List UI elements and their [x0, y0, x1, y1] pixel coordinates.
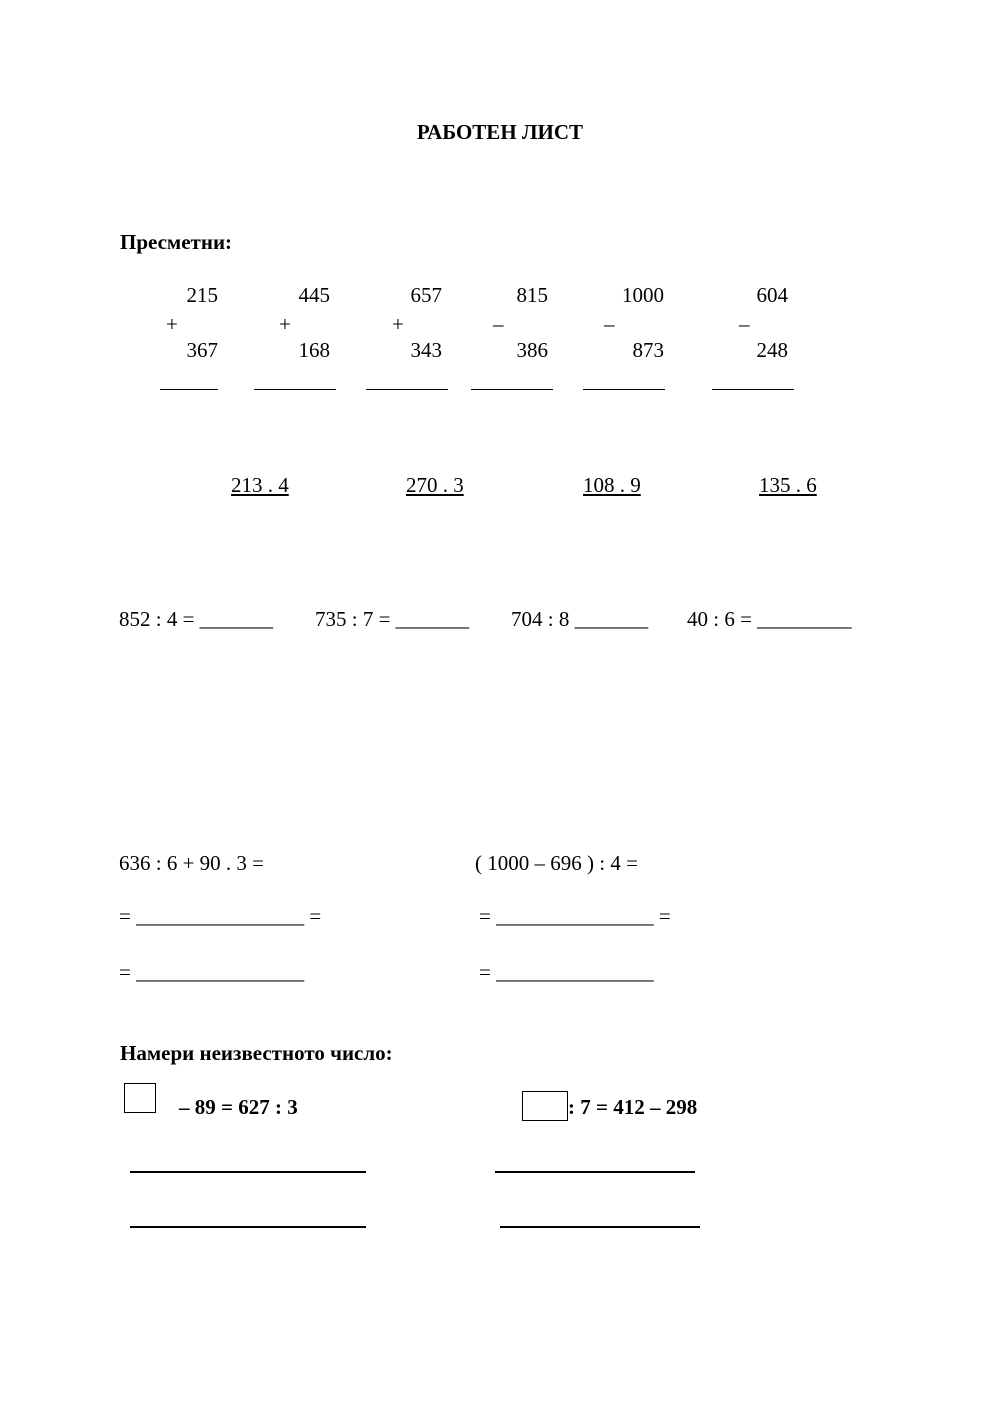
- multiplication-item: 213 . 4: [231, 473, 289, 497]
- answer-line: [254, 389, 336, 390]
- column-bottom-number: 386: [516, 338, 548, 362]
- column-top-number: 604: [756, 283, 788, 307]
- column-top-number: 215: [186, 283, 218, 307]
- section-heading-calculate: Пресметни:: [120, 230, 233, 254]
- page-title: РАБОТЕН ЛИСТ: [416, 120, 584, 144]
- answer-line: [583, 389, 665, 390]
- division-item: 704 : 8 _______: [511, 607, 649, 631]
- column-top-number: 445: [298, 283, 330, 307]
- column-bottom-number: 168: [298, 338, 330, 362]
- column-top-number: 1000: [622, 283, 664, 307]
- section-heading-find-unknown: Намери неизвестното число:: [120, 1041, 393, 1065]
- answer-line: [471, 389, 553, 390]
- equation-text: : 7 = 412 – 298: [568, 1095, 698, 1119]
- column-top-number: 815: [516, 283, 548, 307]
- column-top-number: 657: [410, 283, 442, 307]
- column-operator: –: [739, 312, 750, 336]
- column-operator: +: [279, 312, 291, 336]
- expression-step: = ________________: [119, 960, 305, 984]
- multiplication-item: 270 . 3: [406, 473, 464, 497]
- answer-line: [712, 389, 794, 390]
- expression-step: = _______________ =: [479, 904, 671, 928]
- answer-line: [495, 1171, 695, 1173]
- column-operator: +: [166, 312, 178, 336]
- expression-text: 636 : 6 + 90 . 3 =: [119, 851, 265, 875]
- answer-line: [130, 1226, 366, 1228]
- multiplication-item: 135 . 6: [759, 473, 817, 497]
- answer-line: [500, 1226, 700, 1228]
- division-item: 852 : 4 = _______: [119, 607, 274, 631]
- expression-step: = _______________: [479, 960, 654, 984]
- answer-line: [366, 389, 448, 390]
- unknown-box: [124, 1083, 156, 1113]
- column-bottom-number: 873: [632, 338, 664, 362]
- column-operator: +: [392, 312, 404, 336]
- division-item: 735 : 7 = _______: [315, 607, 470, 631]
- column-bottom-number: 367: [186, 338, 218, 362]
- answer-line: [130, 1171, 366, 1173]
- column-operator: –: [604, 312, 615, 336]
- answer-line: [160, 389, 218, 390]
- equation-text: – 89 = 627 : 3: [179, 1095, 298, 1119]
- column-operator: –: [493, 312, 504, 336]
- column-bottom-number: 343: [410, 338, 442, 362]
- unknown-box: [522, 1091, 568, 1121]
- division-item: 40 : 6 = _________: [687, 607, 852, 631]
- multiplication-item: 108 . 9: [583, 473, 641, 497]
- expression-step: = ________________ =: [119, 904, 322, 928]
- expression-text: ( 1000 – 696 ) : 4 =: [475, 851, 638, 875]
- column-bottom-number: 248: [756, 338, 788, 362]
